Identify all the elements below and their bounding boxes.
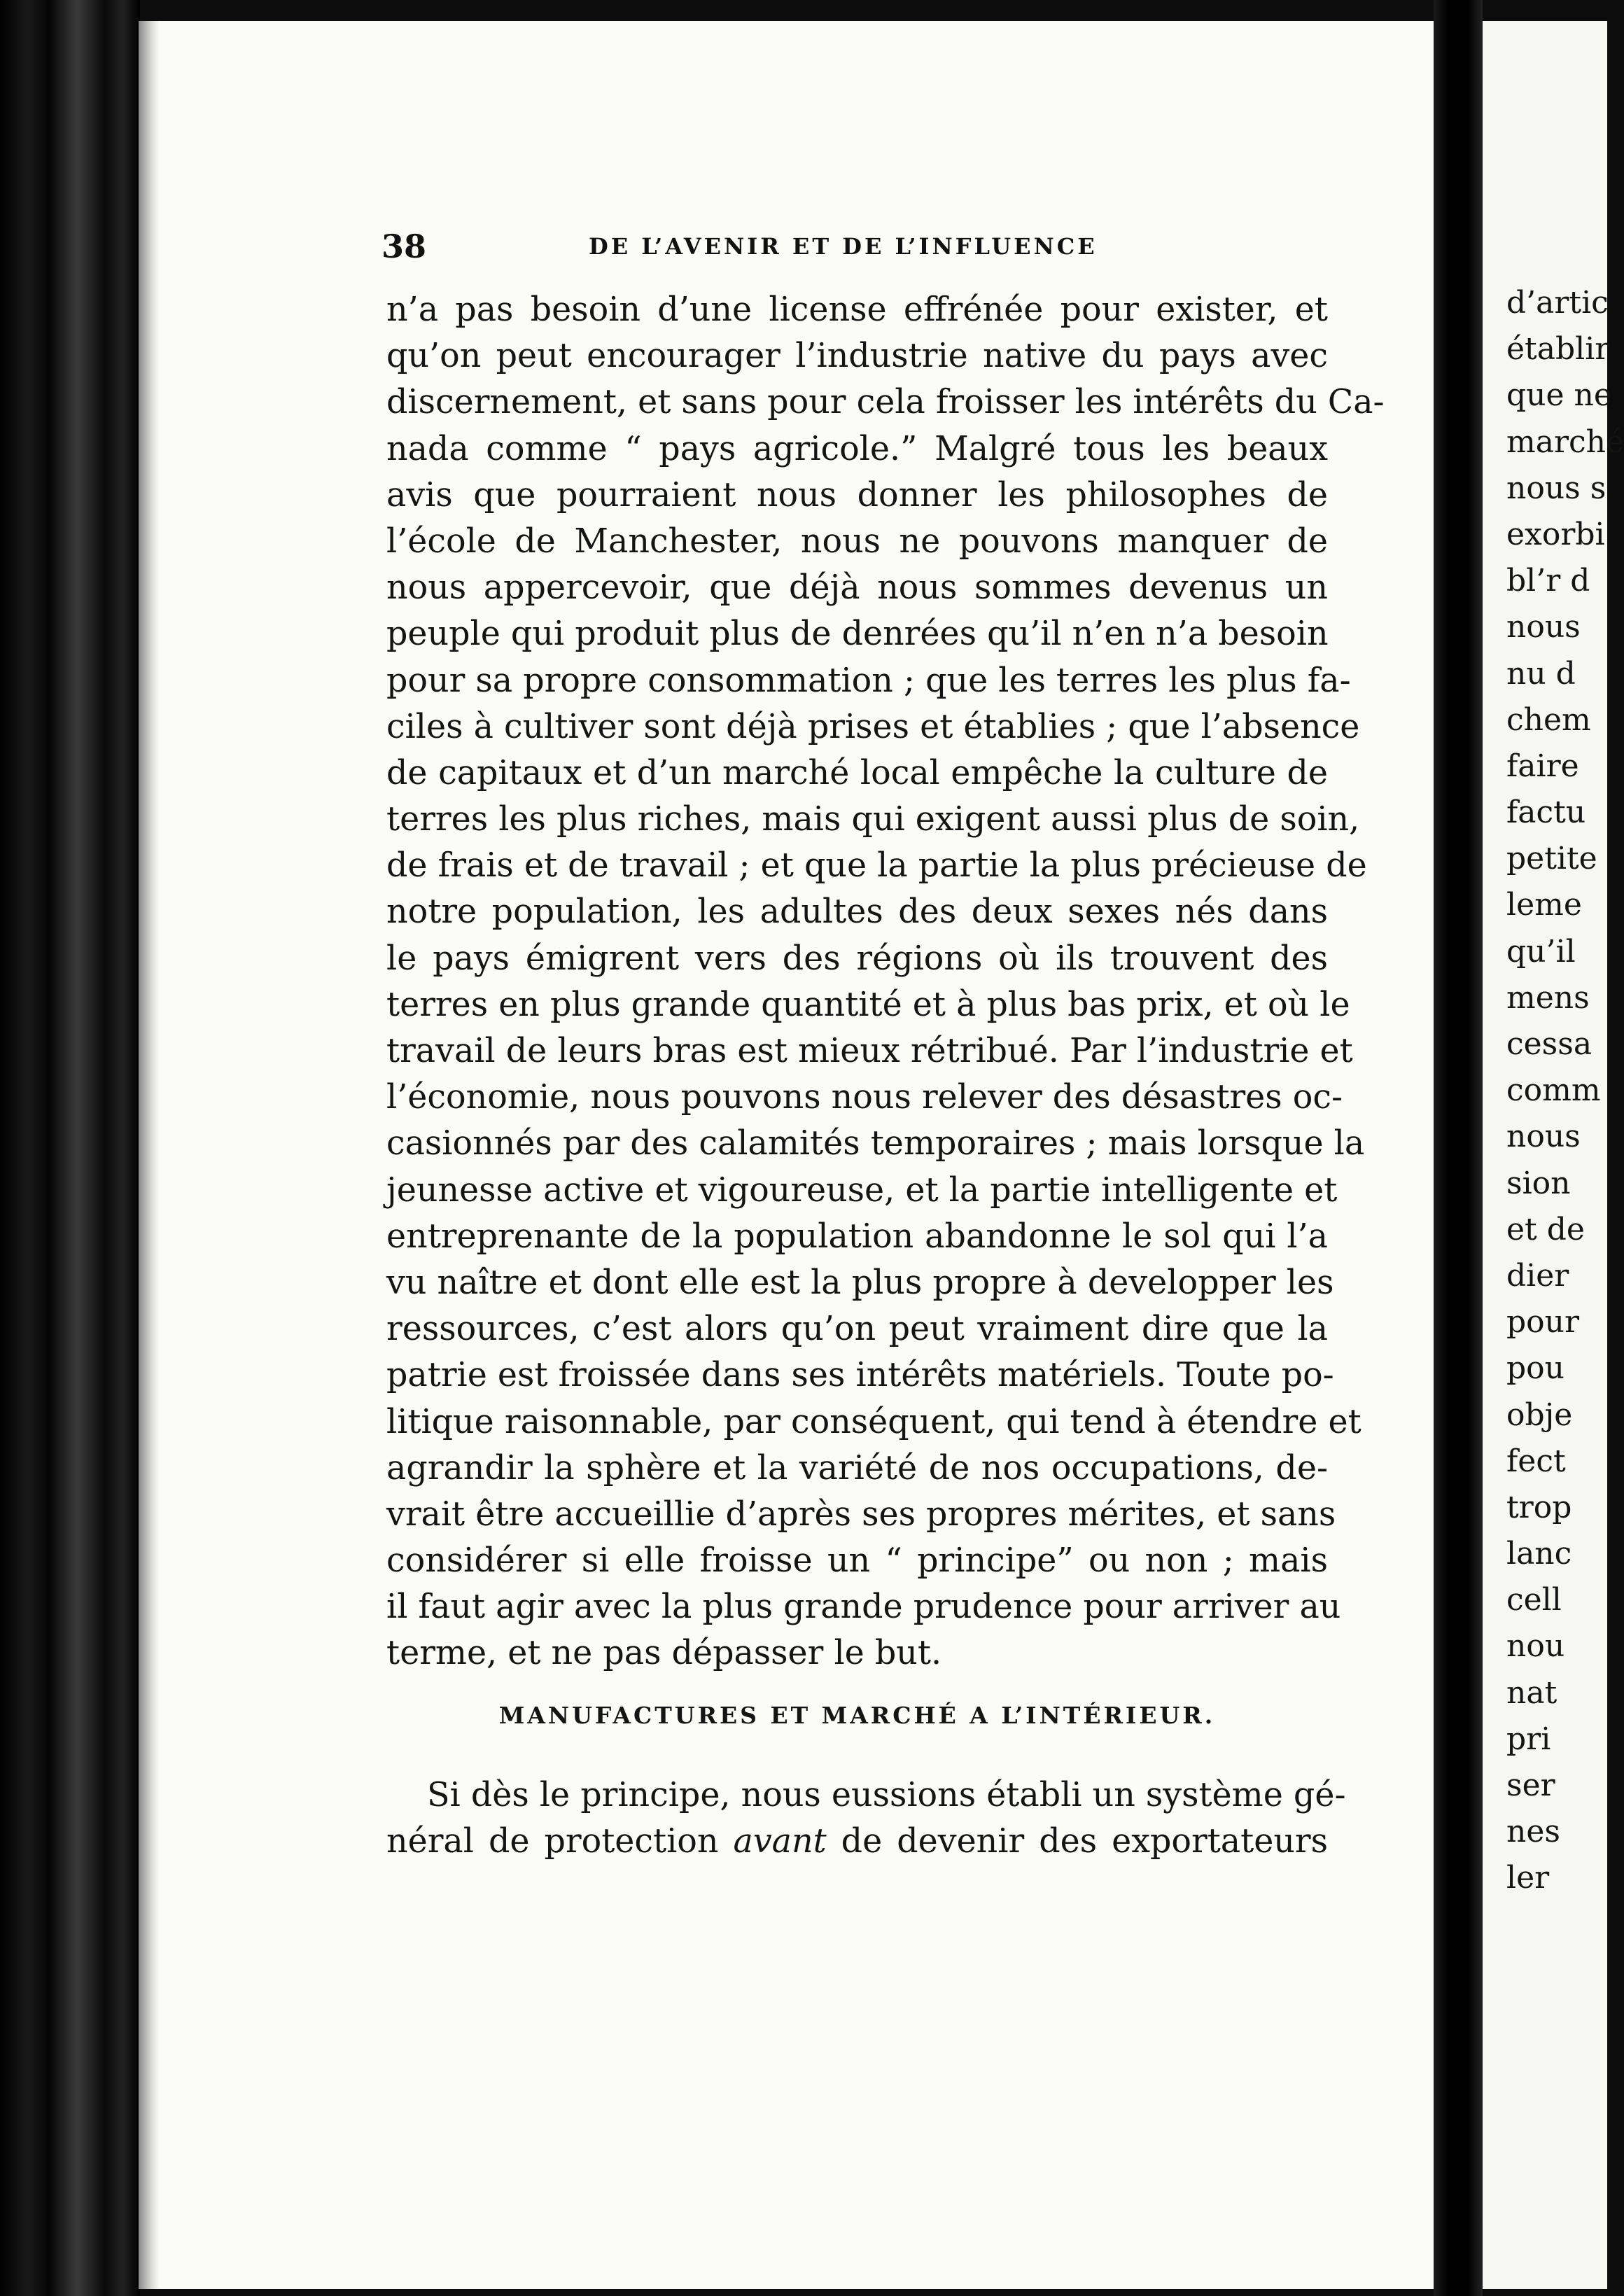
text-line: patrie est froissée dans ses intérêts matériels. Toute po- [386,1356,1334,1395]
facing-page-line: pour [1506,1304,1580,1340]
facing-page-line: nous [1506,1119,1581,1155]
text-line: considérer si elle froisse un “ principe” ou non ; mais [386,1541,1328,1581]
text-line: ciles à cultiver sont déjà prises et établies ; que l’absence [386,707,1360,746]
text-line: avis que pourraient nous donner les philosophes de [386,475,1328,514]
facing-page-line: factu [1506,794,1586,831]
facing-page-line: dier [1506,1257,1569,1294]
section-spacer [386,1754,1328,1772]
text-line: entreprenante de la population abandonne le sol qui l’a [386,1217,1328,1256]
text-line: travail de leurs bras est mieux rétribué. Par l’industrie et [386,1032,1353,1070]
facing-page-line: faire [1506,748,1579,784]
text-line: ressources, c’est alors qu’on peut vraiment dire que la [386,1310,1328,1349]
text-line: discernement, et sans pour cela froisser les intérêts du Ca- [386,383,1385,422]
text-line: de capitaux et d’un marché local empêche la culture de [386,753,1328,792]
facing-page-line: nu d [1506,655,1576,692]
facing-page-line: trop [1506,1489,1572,1525]
book-binding-edge [0,0,140,2296]
text-line: nous appercevoir, que déjà nous sommes devenus un [386,568,1328,608]
text-line: notre population, les adultes des deux sexes nés dans [386,892,1328,932]
section-heading: MANUFACTURES ET MARCHÉ A L’INTÉRIEUR. [498,1701,1216,1729]
facing-page [1483,21,1624,2289]
facing-page-line: nou [1506,1628,1565,1665]
text-line: l’économie, nous pouvons nous relever des désastres oc- [386,1078,1343,1117]
facing-page-line: nous [1506,609,1581,645]
text-line: n’a pas besoin d’une license effrénée pour exister, et [386,290,1328,329]
emphasis-word: avant [733,1821,827,1861]
running-title: DE L’AVENIR ET DE L’INFLUENCE [589,233,1098,260]
facing-page-line: d’artic [1506,285,1609,321]
facing-page-line: fect [1506,1443,1566,1479]
text-line: nada comme “ pays agricole.” Malgré tous les beaux [386,429,1328,468]
text-line: agrandir la sphère et la variété de nos occupations, de- [386,1448,1328,1488]
facing-page-line: pri [1506,1721,1551,1757]
text-line: casionnés par des calamités temporaires ; mais lorsque la [386,1124,1365,1163]
facing-page-line: comm [1506,1072,1601,1109]
facing-page-line: établir [1506,331,1610,368]
text-line: qu’on peut encourager l’industrie native du pays avec [386,337,1328,376]
text-line: néral de protection avant de devenir des exportateurs [386,1821,1328,1861]
facing-page-line: leme [1506,887,1582,923]
text-line: Si dès le principe, nous eussions établi un système gé- [427,1775,1346,1814]
facing-page-line: lanc [1506,1536,1572,1572]
facing-page-line: pou [1506,1350,1564,1387]
text-line: pour sa propre consommation ; que les terres les plus fa- [386,661,1351,700]
text-line: jeunesse active et vigoureuse, et la partie intelligente et [386,1170,1338,1210]
facing-page-line: petite [1506,841,1597,877]
page-number: 38 [382,227,427,265]
text-line: de frais et de travail ; et que la partie la plus précieuse de [386,846,1367,886]
facing-page-line: sion [1506,1165,1571,1201]
facing-page-line: ler [1506,1860,1550,1896]
facing-page-line: cessa [1506,1026,1592,1062]
text-line: il faut agir avec la plus grande prudence pour arriver au [386,1588,1341,1627]
facing-page-line: nat [1506,1674,1558,1711]
facing-page-line: obje [1506,1396,1573,1433]
text-line: terres les plus riches, mais qui exigent aussi plus de soin, [386,800,1360,839]
running-head [382,227,1376,276]
page-gutter [1434,0,1483,2296]
facing-page-line: et de [1506,1211,1585,1247]
text-line: vu naître et dont elle est la plus propre à developper les [386,1263,1334,1302]
facing-page-line: ser [1506,1768,1555,1803]
facing-page-text [1506,280,1624,1902]
facing-page-line: marché [1506,424,1624,460]
facing-page-line: que ne [1506,377,1612,414]
facing-page-line: nes [1506,1814,1560,1850]
text-line: peuple qui produit plus de denrées qu’il n’en n’a besoin [386,615,1329,654]
facing-page-line: mens [1506,979,1590,1016]
facing-page-line: exorbi [1506,516,1605,552]
facing-page-line: bl’r d [1506,563,1590,599]
text-line: terme, et ne pas dépasser le but. [386,1634,942,1673]
text-line: le pays émigrent vers des régions où ils trouvent des [386,939,1328,978]
facing-page-line: qu’il [1506,933,1576,969]
facing-page-line: nous s [1506,470,1606,506]
text-line: litique raisonnable, par conséquent, qui tend à étendre et [386,1402,1362,1441]
body-text [386,287,1385,1865]
facing-page-line: cell [1506,1582,1562,1618]
text-line: terres en plus grande quantité et à plus bas prix, et où le [386,985,1350,1024]
facing-page-line: chem [1506,701,1591,738]
text-line: l’école de Manchester, nous ne pouvons manquer de [386,522,1328,561]
text-line: vrait être accueillie d’après ses propres mérites, et sans [386,1494,1336,1534]
